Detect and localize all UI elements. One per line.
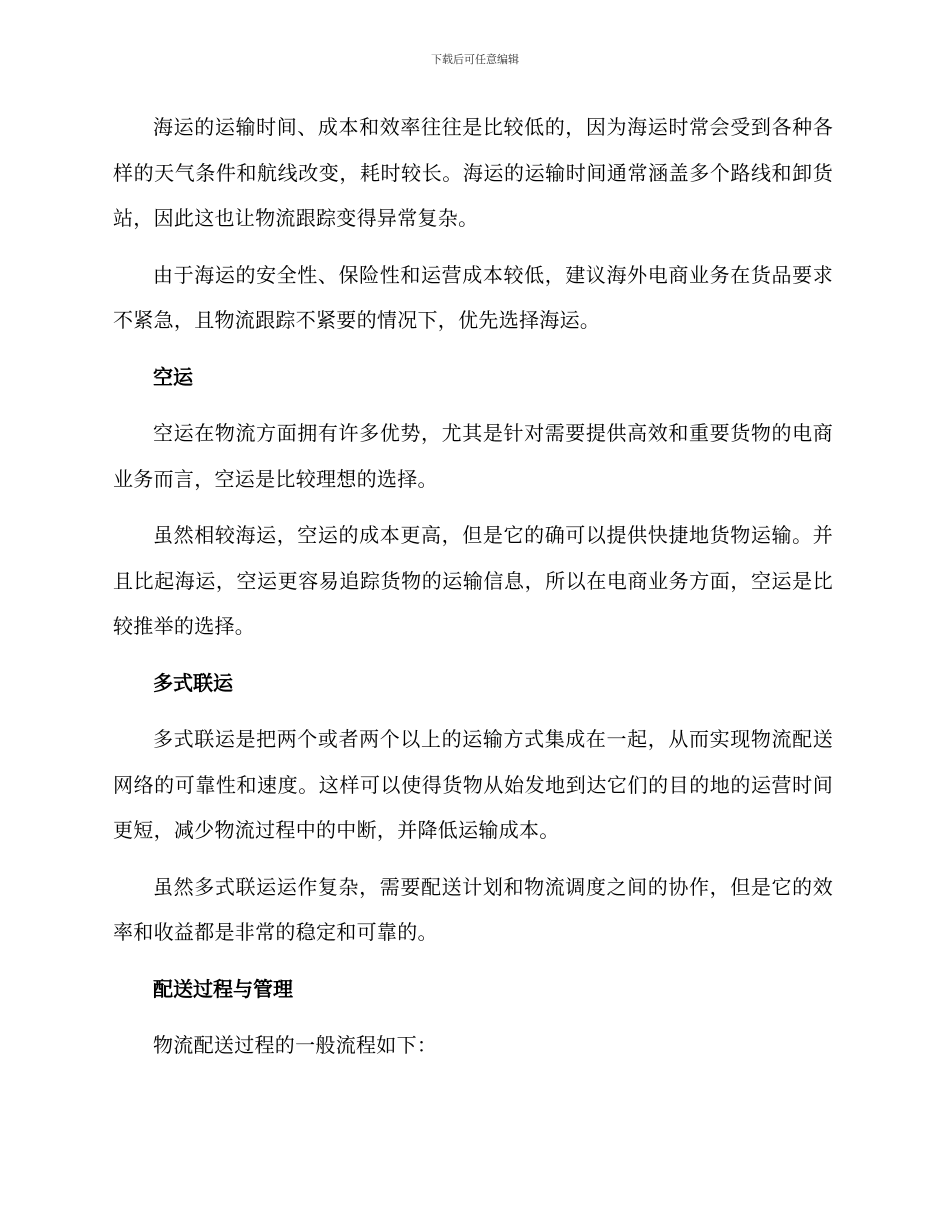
paragraph-sea-transport-time: 海运的运输时间、成本和效率往往是比较低的，因为海运时常会受到各种各样的天气条件和航线改变，耗时较长。海运的运输时间通常涵盖多个路线和卸货站，因此这也让物流跟踪变得异常复杂。: [113, 115, 833, 230]
paragraph-delivery-process: 物流配送过程的一般流程如下：: [153, 1033, 438, 1057]
paragraph-air-advantages: 空运在物流方面拥有许多优势，尤其是针对需要提供高效和重要货物的电商业务而言，空运是比较理想的选择。: [113, 421, 833, 491]
paragraph-multimodal-definition: 多式联运是把两个或者两个以上的运输方式集成在一起，从而实现物流配送网络的可靠性和速度。这样可以使得货物从始发地到达它们的目的地的运营时间更短，减少物流过程中的中断，并降低运输成本。: [113, 727, 833, 842]
paragraph-sea-transport-recommendation: 由于海运的安全性、保险性和运营成本较低，建议海外电商业务在货品要求不紧急，且物流跟踪不紧要的情况下，优先选择海运。: [113, 262, 833, 332]
section-heading-multimodal: 多式联运: [153, 670, 233, 695]
section-heading-air: 空运: [153, 364, 193, 389]
paragraph-multimodal-complexity: 虽然多式联运运作复杂，需要配送计划和物流调度之间的协作，但是它的效率和收益都是非常的稳定和可靠的。: [113, 874, 833, 944]
page-header-note: 下载后可任意编辑: [431, 53, 519, 66]
document-body: [113, 105, 833, 1080]
section-heading-delivery: 配送过程与管理: [153, 976, 293, 1001]
paragraph-air-cost: 虽然相较海运，空运的成本更高，但是它的确可以提供快捷地货物运输。并且比起海运，空运更容易追踪货物的运输信息，所以在电商业务方面，空运是比较推举的选择。: [113, 523, 833, 638]
